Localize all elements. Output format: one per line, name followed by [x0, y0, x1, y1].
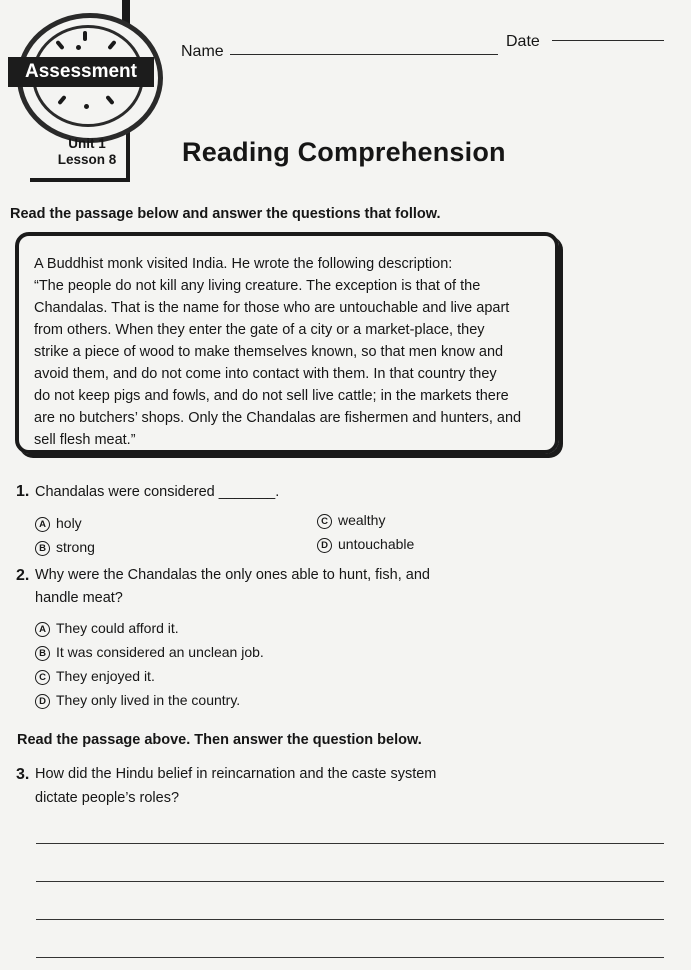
clock-dot — [84, 104, 89, 109]
unit-lesson — [44, 136, 130, 168]
q1-option-c[interactable] — [317, 512, 385, 529]
unit-label: Unit 1 — [68, 136, 106, 151]
instruction-2: Read the passage above. Then answer the question below. — [17, 732, 422, 748]
answer-line[interactable] — [36, 843, 664, 844]
passage-line: Chandalas. That is the name for those who are untouchable and live apart — [34, 300, 510, 316]
option-text: untouchable — [338, 536, 415, 552]
page-title: Reading Comprehension — [182, 137, 506, 167]
option-letter: A — [35, 622, 50, 637]
answer-line[interactable] — [36, 919, 664, 920]
passage-line: “The people do not kill any living creature. The exception is that of the — [34, 278, 481, 294]
option-text: wealthy — [338, 512, 386, 528]
option-letter: B — [35, 646, 50, 661]
name-label: Name — [181, 43, 224, 60]
clock-dot — [76, 45, 81, 50]
option-text: holy — [56, 515, 82, 531]
passage-line: A Buddhist monk visited India. He wrote the following description: — [34, 256, 453, 272]
name-field[interactable] — [230, 54, 498, 55]
option-text: It was considered an unclean job. — [56, 644, 264, 660]
option-letter: C — [317, 514, 332, 529]
option-letter: A — [35, 517, 50, 532]
passage-line: do not keep pigs and fowls, and do not sell live cattle; in the markets there — [34, 388, 509, 404]
lesson-label: Lesson 8 — [57, 152, 117, 167]
passage-line: are no butchers’ shops. Only the Chandalas are fishermen and hunters, and — [34, 410, 522, 426]
question-1-text: Chandalas were considered _______. — [35, 484, 280, 500]
passage-line: sell flesh meat.” — [34, 432, 136, 448]
option-letter: D — [317, 538, 332, 553]
q1-option-d[interactable] — [317, 536, 414, 553]
option-text: They enjoyed it. — [56, 668, 155, 684]
question-2-text-line: handle meat? — [35, 590, 123, 606]
question-1-number: 1. — [16, 483, 30, 500]
option-letter: B — [35, 541, 50, 556]
date-field[interactable] — [552, 40, 664, 41]
instruction-1: Read the passage below and answer the questions that follow. — [10, 206, 441, 222]
q2-option-b[interactable] — [35, 644, 264, 661]
question-2-text-line: Why were the Chandalas the only ones able to hunt, fish, and — [35, 567, 430, 583]
assessment-badge — [0, 0, 160, 185]
question-3-text-line: How did the Hindu belief in reincarnation and the caste system — [35, 766, 437, 782]
q1-option-b[interactable] — [35, 539, 95, 556]
answer-line[interactable] — [36, 881, 664, 882]
q2-option-d[interactable] — [35, 692, 240, 709]
assessment-label: Assessment — [8, 57, 154, 87]
question-3-text-line: dictate people’s roles? — [35, 790, 180, 806]
option-text: They could afford it. — [56, 620, 179, 636]
option-text: strong — [56, 539, 95, 555]
q1-option-a[interactable] — [35, 515, 82, 532]
clock-tick — [83, 31, 87, 41]
q2-option-c[interactable] — [35, 668, 155, 685]
date-label: Date — [506, 33, 540, 50]
q2-option-a[interactable] — [35, 620, 179, 637]
question-3-number: 3. — [16, 766, 30, 783]
answer-line[interactable] — [36, 957, 664, 958]
option-letter: C — [35, 670, 50, 685]
passage-line: avoid them, and do not come into contact with them. In that country they — [34, 366, 497, 382]
passage-line: from others. When they enter the gate of a city or a market-place, they — [34, 322, 485, 338]
option-text: They only lived in the country. — [56, 692, 241, 708]
option-letter: D — [35, 694, 50, 709]
passage-line: strike a piece of wood to make themselves known, so that men know and — [34, 344, 504, 360]
question-2-number: 2. — [16, 567, 30, 584]
